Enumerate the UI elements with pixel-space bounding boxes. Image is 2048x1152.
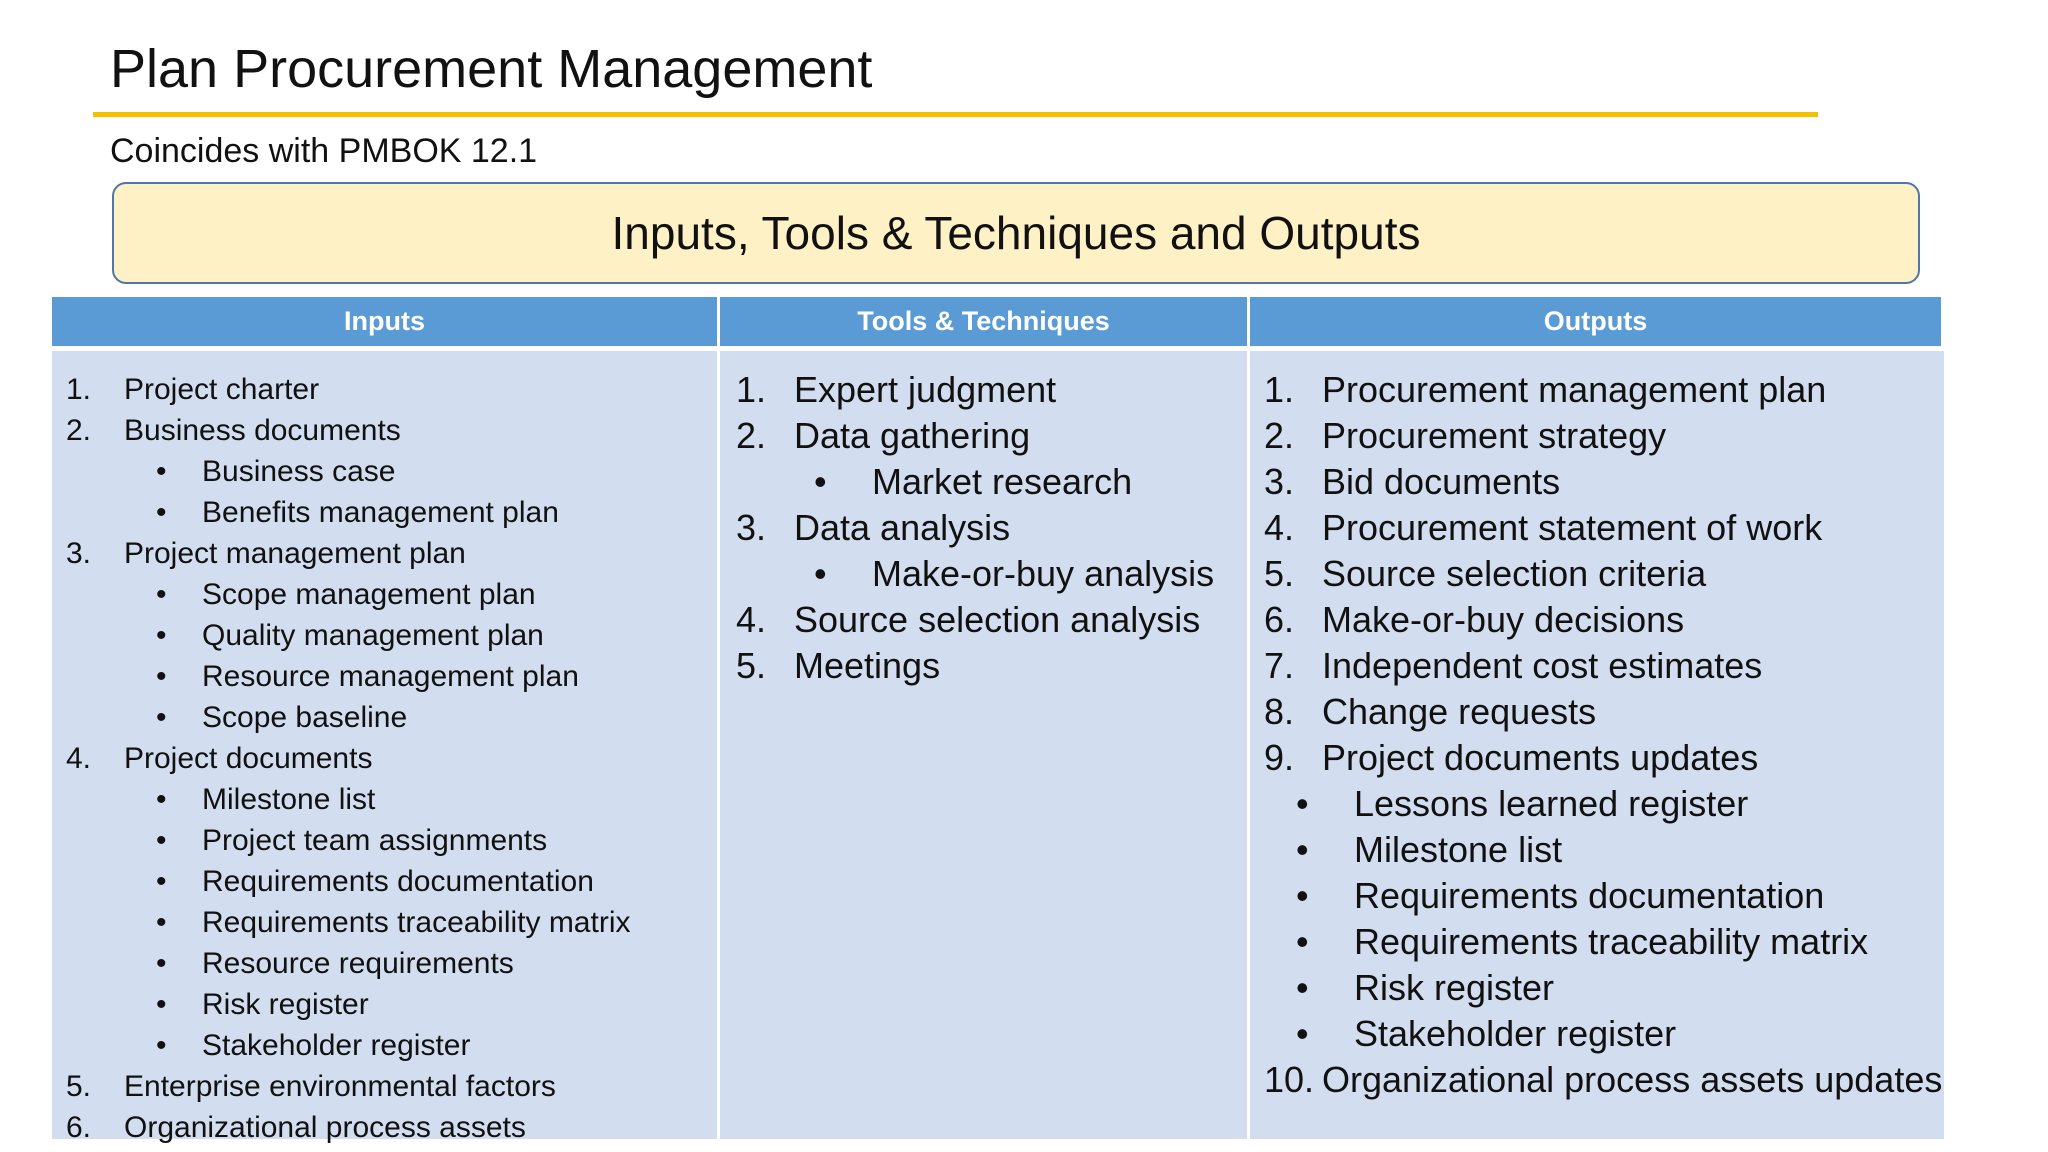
item-text: Procurement statement of work [1322,507,1823,548]
inputs-cell [52,346,720,1144]
item-text: Scope management plan [202,578,536,611]
item-text: Risk register [1354,967,1555,1008]
bullet-marker: • [1296,783,1309,824]
item-text: Stakeholder register [202,1029,471,1062]
bullet-marker: • [156,783,167,816]
bullet-marker: • [156,578,167,611]
title-underline [93,112,1818,117]
item-text: Business documents [124,414,401,447]
bullet-marker: • [1296,967,1309,1008]
item-text: Organizational process assets updates [1322,1059,1943,1100]
header-outputs: Outputs [1250,297,1944,346]
ittos-banner: Inputs, Tools & Techniques and Outputs [112,182,1920,284]
item-text: Milestone list [202,783,376,816]
number-marker: 6. [1264,599,1295,640]
item-text: Project team assignments [202,824,548,857]
item-text: Requirements documentation [202,865,594,898]
number-marker: 5. [736,645,767,686]
bullet-marker: • [156,1029,167,1062]
number-marker: 4. [66,742,92,775]
item-text: Project documents updates [1322,737,1759,778]
item-text: Milestone list [1354,829,1563,870]
item-text: Project documents [124,742,373,775]
bullet-marker: • [814,553,827,594]
item-text: Bid documents [1322,461,1561,502]
item-text: Requirements documentation [1354,875,1825,916]
tools-cell [720,346,1250,1139]
item-text: Enterprise environmental factors [124,1070,556,1103]
item-text: Make-or-buy decisions [1322,599,1685,640]
number-marker: 3. [1264,461,1295,502]
item-text: Lessons learned register [1354,783,1749,824]
number-marker: 8. [1264,691,1295,732]
number-marker: 5. [1264,553,1295,594]
number-marker: 1. [1264,369,1295,410]
item-text: Market research [872,461,1133,502]
item-text: Risk register [202,988,369,1021]
item-text: Resource management plan [202,660,579,693]
item-text: Procurement management plan [1322,369,1827,410]
bullet-marker: • [156,701,167,734]
item-text: Source selection analysis [794,599,1201,640]
number-marker: 9. [1264,737,1295,778]
header-inputs: Inputs [52,297,720,346]
number-marker: 1. [66,373,92,406]
bullet-marker: • [156,947,167,980]
item-text: Quality management plan [202,619,544,652]
item-text: Project charter [124,373,320,406]
item-text: Data analysis [794,507,1011,548]
bullet-marker: • [156,906,167,939]
number-marker: 2. [1264,415,1295,456]
number-marker: 6. [66,1111,92,1144]
bullet-marker: • [156,496,167,529]
number-marker: 4. [736,599,767,640]
bullet-marker: • [156,619,167,652]
item-text: Project management plan [124,537,466,570]
item-text: Independent cost estimates [1322,645,1763,686]
number-marker: 10. [1264,1059,1315,1100]
slide-title: Plan Procurement Management [110,39,873,99]
bullet-marker: • [814,461,827,502]
item-text: Requirements traceability matrix [202,906,631,939]
bullet-marker: • [156,824,167,857]
number-marker: 5. [66,1070,92,1103]
ittos-table [52,297,1944,1144]
item-text: Meetings [794,645,941,686]
item-text: Procurement strategy [1322,415,1667,456]
item-text: Benefits management plan [202,496,559,529]
bullet-marker: • [1296,1013,1309,1054]
number-marker: 2. [736,415,767,456]
slide-subtitle: Coincides with PMBOK 12.1 [110,132,538,170]
number-marker: 2. [66,414,92,447]
item-text: Scope baseline [202,701,408,734]
number-marker: 3. [736,507,767,548]
item-text: Change requests [1322,691,1597,732]
number-marker: 3. [66,537,92,570]
number-marker: 4. [1264,507,1295,548]
item-text: Organizational process assets [124,1111,526,1144]
item-text: Expert judgment [794,369,1057,410]
item-text: Stakeholder register [1354,1013,1677,1054]
item-text: Resource requirements [202,947,514,980]
bullet-marker: • [1296,875,1309,916]
bullet-marker: • [156,455,167,488]
header-tools-techniques: Tools & Techniques [720,297,1250,346]
item-text: Source selection criteria [1322,553,1707,594]
bullet-marker: • [156,865,167,898]
item-text: Requirements traceability matrix [1354,921,1869,962]
bullet-marker: • [1296,829,1309,870]
outputs-cell [1250,346,1944,1139]
item-text: Data gathering [794,415,1031,456]
bullet-marker: • [1296,921,1309,962]
number-marker: 7. [1264,645,1295,686]
number-marker: 1. [736,369,767,410]
item-text: Business case [202,455,396,488]
bullet-marker: • [156,988,167,1021]
bullet-marker: • [156,660,167,693]
item-text: Make-or-buy analysis [872,553,1215,594]
